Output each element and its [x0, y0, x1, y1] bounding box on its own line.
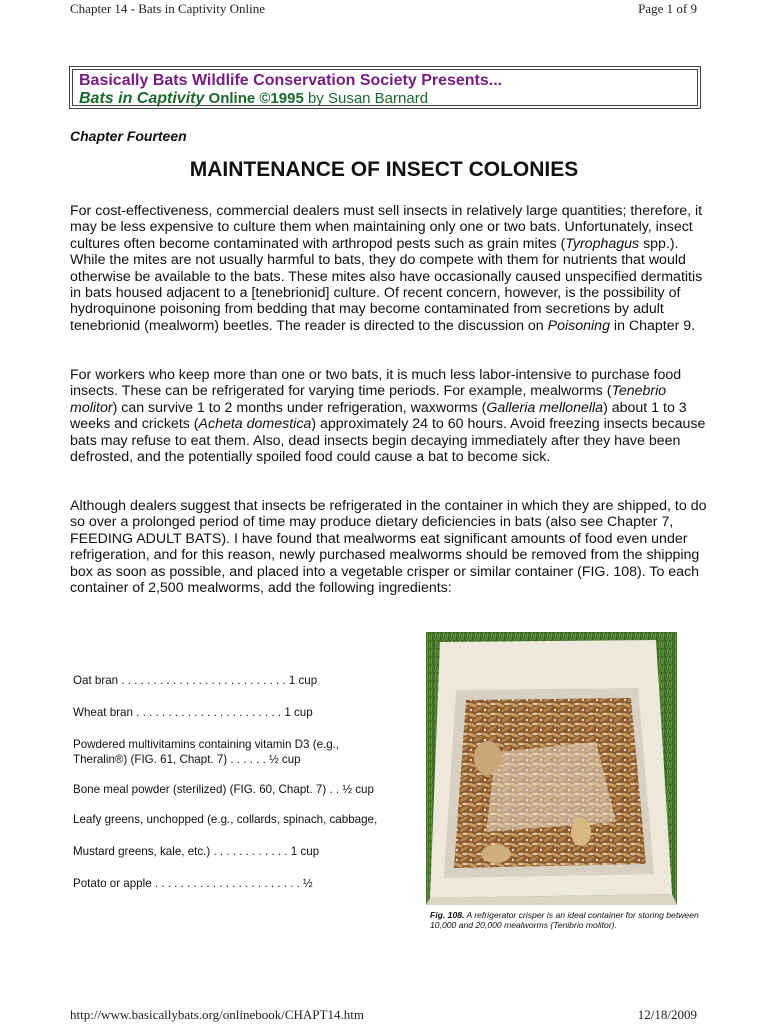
- chapter-label: Chapter Fourteen: [70, 128, 187, 144]
- p1-text-b: Tyrophagus: [565, 235, 640, 252]
- figure-label: Fig. 108.: [430, 910, 465, 920]
- p2-text-a: For workers who keep more than one or two bats, it is much less labor-intensive to purchase food insects. These can be refrigerated for varying time periods. For example, mealworms (: [70, 367, 682, 400]
- ingredient-bone-meal: Bone meal powder (sterilized) (FIG. 60, Chapt. 7) . . ½ cup: [73, 783, 374, 796]
- banner-author: by Susan Barnard: [307, 90, 429, 107]
- ingredient-multivitamins-cont: Theralin®) (FIG. 61, Chapt. 7) . . . . . . ½ cup: [73, 753, 301, 766]
- p1-text-a: For cost-effectiveness, commercial dealers must sell insects in relatively large quantities; therefore, it may be less expensive to culture them when maintaining only one or two bats. Unfortunately, insect cultures often become contaminated with arthropod pests such as grain mites (: [70, 203, 703, 252]
- p1-text-e: in Chapter 9.: [609, 317, 696, 334]
- p2-text-f: Acheta domestica: [198, 416, 312, 433]
- p2-text-e: ) about 1 to 3 weeks and crickets (: [70, 399, 687, 433]
- banner-book-line: [79, 90, 697, 108]
- paragraph-3: Although dealers suggest that insects be refrigerated in the container in which they are shipped, to do so over a prolonged period of time may produce dietary deficiencies in bats (also see Chapter 7, FEEDING ADULT BATS). I have found that mealworms eat significant amounts of food even under refrigeration, and for this reason, newly purchased mealworms should be removed from the shipping box as soon as possible, and placed into a vegetable crisper or similar container (FIG. 108). To each container of 2,500 mealworms, add the following ingredients:: [70, 498, 707, 597]
- p2-text-b: Tenebrio molitor: [70, 383, 667, 416]
- ingredient-leafy-greens: Leafy greens, unchopped (e.g., collards, spinach, cabbage,: [73, 813, 378, 826]
- p2-text-c: ) can survive 1 to 2 months under refrigeration, waxworms (: [112, 399, 487, 416]
- p1-text-c: spp.). While the mites are not usually harmful to bats, they do compete with them for nutrients that would otherwise be available to the bats. These mites also have occasionally caused unspecified dermatitis in bats housed adjacent to a [tenebrionid] culture. Of recent concern, however, is the possibility of hydroquinone poisoning from bedding that may become contaminated from secretions by adult tenebrionid (mealworm) beetles. The reader is directed to the discussion on: [70, 235, 703, 334]
- paragraph-2: [70, 367, 710, 465]
- page-header-title: Chapter 14 - Bats in Captivity Online: [70, 1, 265, 16]
- crisper-illustration: [426, 632, 677, 905]
- banner-online: Online ©1995: [208, 90, 304, 107]
- banner: [69, 66, 701, 109]
- p2-text-g: ) approximately 24 to 60 hours. Avoid freezing insects because bats may refuse to eat them. Also, dead insects begin decaying immediately after they have been defrosted, and the potentially spoiled food could cause a bat to become sick.: [70, 416, 706, 466]
- ingredient-wheat-bran: Wheat bran . . . . . . . . . . . . . . . . . . . . . . . 1 cup: [73, 706, 313, 719]
- mealworm-crisper-photo: [426, 632, 677, 905]
- p1-text-d: Poisoning: [547, 317, 610, 334]
- p2-text-d: Galleria mellonella: [486, 399, 604, 416]
- ingredient-oat-bran: Oat bran . . . . . . . . . . . . . . . . . . . . . . . . . . 1 cup: [73, 674, 318, 687]
- footer-url: http://www.basicallybats.org/onlinebook/CHAPT14.htm: [70, 1007, 364, 1022]
- banner-book-title: Bats in Captivity: [79, 90, 205, 107]
- figure-caption-text: A refrigerator crisper is an ideal container for storing between 10,000 and 20,000 mealworms (Tenibrio molitor).: [430, 910, 699, 930]
- ingredient-mustard-greens: Mustard greens, kale, etc.) . . . . . . . . . . . . 1 cup: [73, 845, 320, 858]
- ingredient-multivitamins: Powdered multivitamins containing vitamin D3 (e.g.,: [73, 738, 340, 751]
- page-header-pagenum: Page 1 of 9: [638, 1, 697, 16]
- figure-caption: [430, 910, 710, 930]
- banner-presents: Basically Bats Wildlife Conservation Society Presents...: [79, 72, 503, 89]
- footer-date: 12/18/2009: [637, 1007, 697, 1022]
- paragraph-1: [70, 203, 710, 334]
- page-title: MAINTENANCE OF INSECT COLONIES: [189, 158, 579, 181]
- ingredient-potato-apple: Potato or apple . . . . . . . . . . . . . . . . . . . . . . . ½: [73, 877, 313, 890]
- banner-inner: [72, 69, 698, 106]
